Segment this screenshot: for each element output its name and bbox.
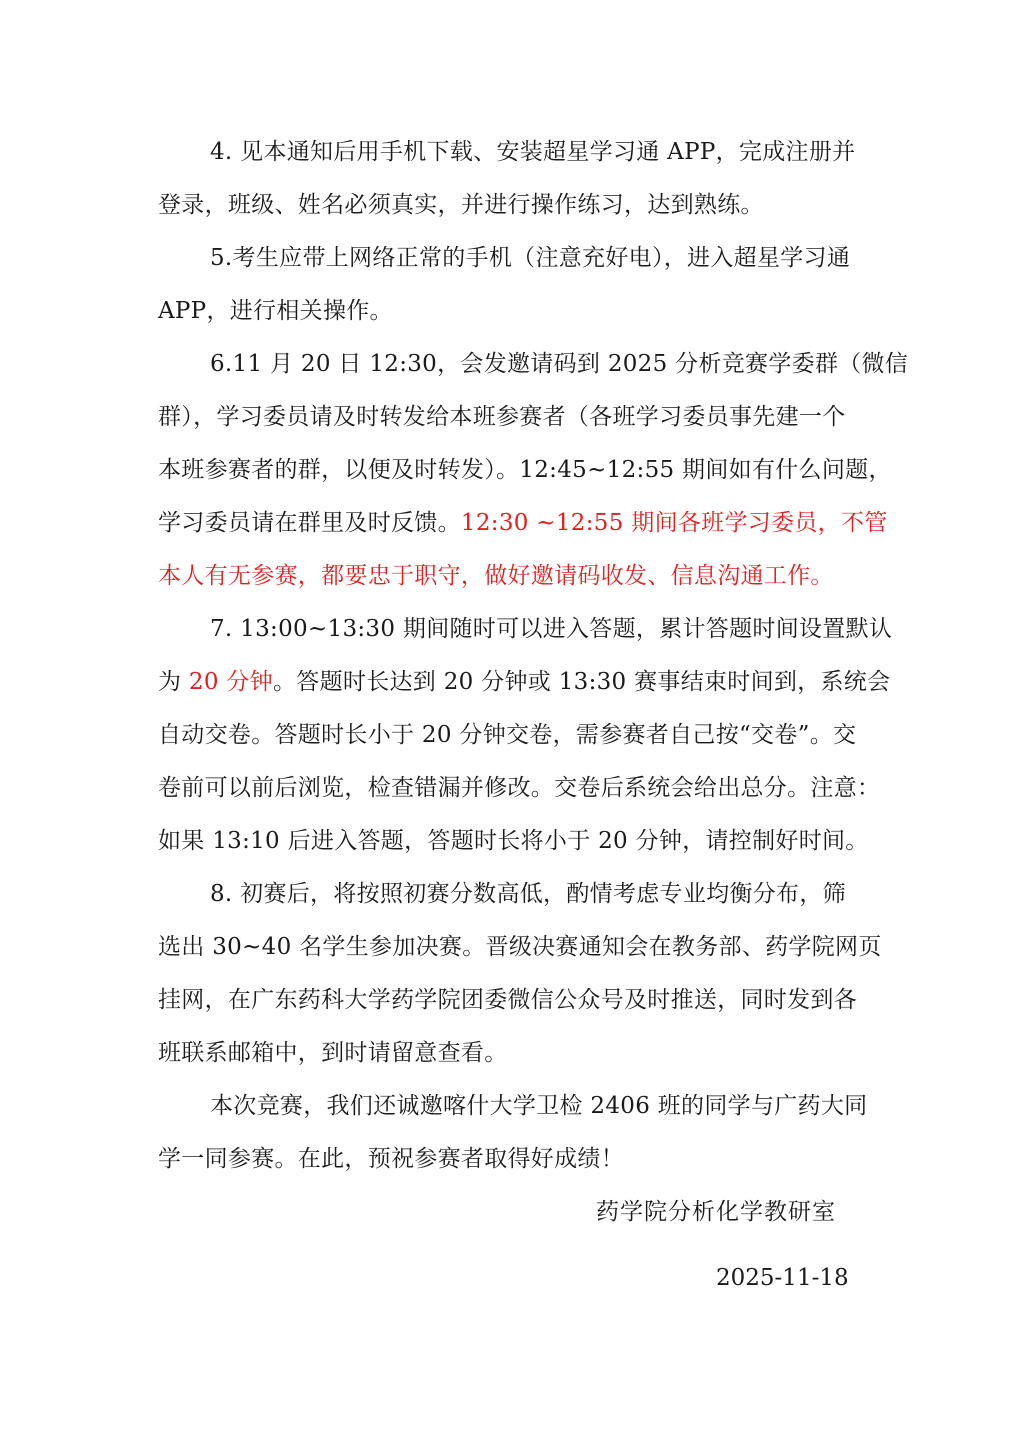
item-6-line-5-highlight: 本人有无参赛，都要忠于职守，做好邀请码收发、信息沟通工作。 — [158, 563, 834, 589]
item-7-line-2-highlight: 20 分钟 — [188, 669, 273, 695]
item-5-line-2: APP，进行相关操作。 — [158, 298, 393, 324]
item-6-line-4-highlight: 12:30 ~12:55 期间各班学习委员，不管 — [460, 510, 888, 536]
item-6-line-4-normal: 学习委员请在群里及时反馈。 — [158, 510, 461, 536]
item-6-line-2: 群），学习委员请及时转发给本班参赛者（各班学习委员事先建一个 — [158, 404, 846, 430]
signature-department: 药学院分析化学教研室 — [596, 1199, 836, 1225]
item-7-line-3: 自动交卷。答题时长小于 20 分钟交卷，需参赛者自己按“交卷”。交 — [158, 722, 857, 748]
item-8-line-4: 班联系邮箱中，到时请留意查看。 — [158, 1040, 508, 1066]
item-7-line-2 — [158, 666, 890, 698]
item-7-line-2-pre: 为 — [158, 669, 189, 695]
item-8-line-2: 选出 30~40 名学生参加决赛。晋级决赛通知会在教务部、药学院网页 — [158, 934, 882, 960]
item-8-line-1: 8. 初赛后，将按照初赛分数高低，酌情考虑专业均衡分布，筛 — [210, 881, 846, 907]
item-7-line-5: 如果 13:10 后进入答题，答题时长将小于 20 分钟，请控制好时间。 — [158, 828, 869, 854]
item-7-line-1: 7. 13:00~13:30 期间随时可以进入答题，累计答题时间设置默认 — [210, 616, 893, 642]
item-7-line-4: 卷前可以前后浏览，检查错漏并修改。交卷后系统会给出总分。注意： — [158, 775, 881, 801]
item-7-line-2-post: 。答题时长达到 20 分钟或 13:30 赛事结束时间到，系统会 — [273, 669, 891, 695]
signature-date: 2025-11-18 — [716, 1265, 849, 1291]
item-6-line-4 — [158, 507, 888, 539]
item-4-line-1: 4. 见本通知后用手机下载、安装超星学习通 APP，完成注册并 — [210, 139, 856, 165]
closing-line-1: 本次竞赛，我们还诚邀喀什大学卫检 2406 班的同学与广药大同 — [210, 1093, 868, 1119]
item-6-line-1: 6.11 月 20 日 12:30，会发邀请码到 2025 分析竞赛学委群（微信 — [210, 351, 909, 377]
item-5-line-1: 5.考生应带上网络正常的手机（注意充好电），进入超星学习通 — [210, 245, 851, 271]
item-8-line-3: 挂网，在广东药科大学药学院团委微信公众号及时推送，同时发到各 — [158, 987, 857, 1013]
item-6-line-3: 本班参赛者的群，以便及时转发）。12:45~12:55 期间如有什么问题， — [158, 457, 892, 483]
item-4-line-2: 登录，班级、姓名必须真实，并进行操作练习，达到熟练。 — [158, 192, 764, 218]
closing-line-2: 学一同参赛。在此，预祝参赛者取得好成绩！ — [158, 1146, 624, 1172]
